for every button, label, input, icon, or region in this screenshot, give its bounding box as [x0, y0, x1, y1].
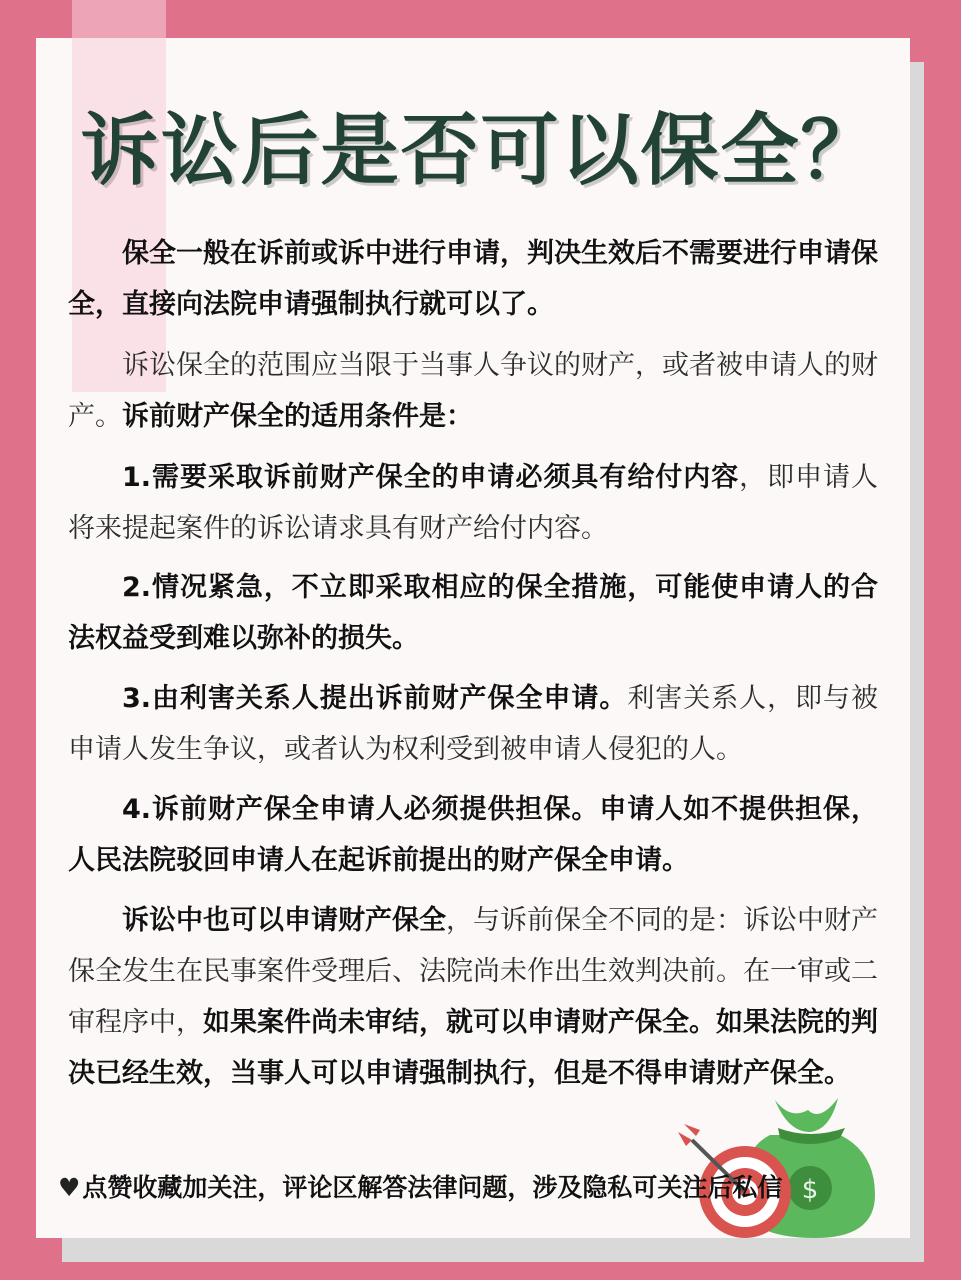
condition-3 [68, 673, 878, 775]
decoration [670, 1080, 880, 1240]
paragraph-2-bold: 诉前财产保全的适用条件是： [122, 401, 473, 432]
paragraph-2-text: 诉讼保全的范围应当限于当事人争议的财产，或者被申请人的财产。 [68, 350, 878, 432]
paragraph-1-bold: 保全一般在诉前或诉中进行申请，判决生效后不需要进行申请保全，直接向法院申请强制执行就可以了。 [68, 238, 878, 320]
svg-text:$: $ [801, 1175, 819, 1205]
paragraph-7 [68, 895, 878, 1099]
condition-1-bold: 1.需要采取诉前财产保全的申请必须具有给付内容 [122, 462, 740, 493]
paragraph-7-bold-2: 如果案件尚未审结，就可以申请财产保全。如果法院的判决已经生效，当事人可以申请强制执行，但是不得申请财产保全。 [68, 1007, 878, 1089]
condition-2-bold: 2.情况紧急，不立即采取相应的保全措施，可能使申请人的合法权益受到难以弥补的损失。 [68, 572, 878, 654]
footer-note [58, 1168, 898, 1204]
paragraph-7-bold-1: 诉讼中也可以申请财产保全 [122, 905, 446, 936]
condition-1-text: ，即申请人将来提起案件的诉讼请求具有财产给付内容。 [68, 462, 879, 544]
footer-text: 点赞收藏加关注，评论区解答法律问题，涉及隐私可关注后私信 [82, 1173, 783, 1202]
condition-2 [68, 562, 878, 664]
condition-4 [68, 784, 878, 886]
condition-4-bold: 4.诉前财产保全申请人必须提供担保。申请人如不提供担保，人民法院驳回申请人在起诉前提出的财产保全申请。 [68, 794, 878, 876]
condition-1 [68, 452, 878, 554]
condition-3-text: 利害关系人，即与被申请人发生争议，或者认为权利受到被申请人侵犯的人。 [68, 683, 879, 765]
paragraph-2 [68, 340, 878, 442]
paragraph-7-text: ，与诉前保全不同的是：诉讼中财产保全发生在民事案件受理后、法院尚未作出生效判决前。在一审或二审程序中， [68, 905, 878, 1038]
condition-3-bold: 3.由利害关系人提出诉前财产保全申请。 [122, 683, 628, 714]
heart-icon: ♥ [58, 1173, 81, 1202]
page-title: 诉讼后是否可以保全？ [80, 106, 881, 196]
paragraph-1 [68, 228, 878, 330]
